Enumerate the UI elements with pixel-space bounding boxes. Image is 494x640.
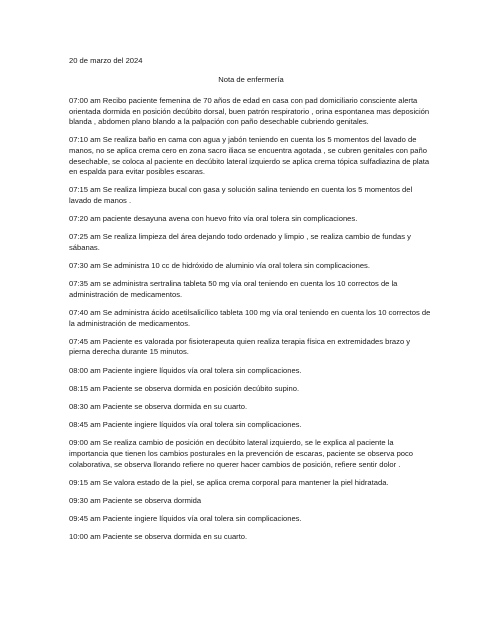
note-entry: 09:00 am Se realiza cambio de posición en decúbito lateral izquierdo, se le explica al paciente la importancia que tienen los cambios posturales en la prevención de escaras, paciente se observa poco colaborativa, se observa llorando refiere no querer hacer cambios de posición, refiere sentir dolor .	[69, 438, 414, 469]
note-entry: 07:25 am Se realiza limpieza del área dejando todo ordenado y limpio , se realiza cambio de fundas y sábanas.	[69, 232, 411, 252]
nursing-notes-list	[69, 96, 431, 551]
note-entry: 07:40 am Se administra ácido acetilsalicílico tableta 100 mg vía oral teniendo en cuenta los 10 correctos de la administración de medicamentos.	[69, 308, 431, 328]
note-entry: 07:10 am Se realiza baño en cama con agua y jabón teniendo en cuenta los 5 momentos del lavado de manos, no se aplica crema cero en zona sacro iliaca se encuentra agotada , se cubren genitales con paño desechable, se coloca al paciente en decúbito lateral izquierdo se aplica crema tópica sulfadiazina de plata en espalda para evitar posibles escaras.	[69, 135, 430, 177]
note-entry: 09:30 am Paciente se observa dormida	[69, 495, 202, 505]
note-entry: 08:30 am Paciente se observa dormida en su cuarto.	[69, 402, 248, 411]
note-entry: 08:00 am Paciente ingiere líquidos vía oral tolera sin complicaciones.	[69, 365, 302, 375]
note-entry: 07:45 am Paciente es valorada por fisioterapeuta quien realiza terapia física en extremidades brazo y pierna derecha durante 15 minutos.	[69, 336, 411, 357]
note-entry: 07:30 am Se administra 10 cc de hidróxido de aluminio vía oral tolera sin complicaciones.	[69, 261, 370, 271]
note-entry: 07:35 am se administra sertralina tableta 50 mg vía oral teniendo en cuenta los 10 correctos de la administración de medicamentos.	[69, 279, 398, 299]
note-entry: 09:15 am Se valora estado de la piel, se aplica crema corporal para mantener la piel hidratada.	[69, 477, 389, 487]
note-entry: 10:00 am Paciente se observa dormida en su cuarto.	[69, 532, 248, 542]
note-entry: 07:00 am Recibo paciente femenina de 70 años de edad en casa con pad domiciliario consciente alerta orientada dormida en posición decúbito dorsal, buen patrón respiratorio , orina espontanea mas deposición blanda , abdomen plano blando a la palpación con paño desechable cubriendo genitales.	[69, 96, 430, 127]
document-title: Nota de enfermería	[218, 75, 284, 84]
note-entry: 07:20 am paciente desayuna avena con huevo frito vía oral tolera sin complicaciones.	[69, 214, 358, 224]
note-entry: 07:15 am Se realiza limpieza bucal con gasa y solución salina teniendo en cuenta los 5 momentos del lavado de manos .	[69, 185, 413, 205]
document-date: 20 de marzo del 2024	[69, 56, 143, 65]
note-entry: 08:15 am Paciente se observa dormida en posición decúbito supino.	[69, 383, 300, 393]
note-entry: 08:45 am Paciente ingiere líquidos vía oral tolera sin complicaciones.	[69, 420, 302, 430]
note-entry: 09:45 am Paciente ingiere líquidos vía oral tolera sin complicaciones.	[69, 514, 302, 524]
